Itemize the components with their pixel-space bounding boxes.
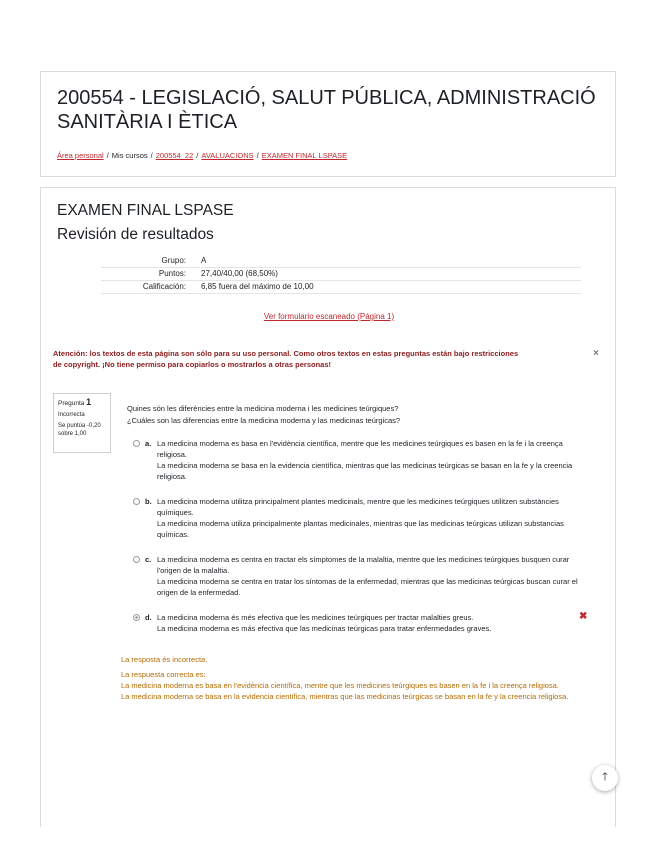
- copyright-alert: [53, 348, 603, 370]
- summary-label: Puntos:: [158, 269, 186, 278]
- feedback-correct-ca: La medicina moderna es basa en l'evidència científica, mentre que les medicines teúrgiques es basen en la fe i la creença religiosa.: [121, 681, 559, 690]
- incorrect-icon: ✖: [579, 611, 588, 622]
- summary-value: 27,40/40,00 (68,50%): [201, 269, 278, 278]
- summary-value: A: [201, 256, 207, 265]
- close-icon[interactable]: ×: [593, 348, 599, 359]
- answer-option-b: [127, 496, 602, 540]
- scanned-form-link[interactable]: Ver formulario escaneado (Página 1): [263, 312, 395, 321]
- answer-radio[interactable]: [133, 498, 140, 505]
- summary-value: 6,85 fuera del máximo de 10,00: [201, 282, 314, 291]
- answer-option-c: [127, 554, 602, 598]
- summary-label: Grupo:: [161, 256, 186, 265]
- answer-letter: c.: [145, 555, 152, 564]
- answer-list: [127, 438, 602, 634]
- answer-text-es: La medicina moderna se centra en tratar los síntomas de la enfermedad, mientras que las medicinas teúrgicas buscan curar el origen de la enfermedad.: [157, 577, 578, 597]
- question-number: 1: [86, 397, 92, 407]
- answer-letter: d.: [145, 613, 152, 622]
- summary-row-group: [101, 255, 581, 268]
- answer-text-ca: La medicina moderna es centra en tractar els símptomes de la malaltia, mentre que les medicines teúrgiques busquen curar l'origen de la malaltia.: [157, 555, 570, 575]
- breadcrumb-course[interactable]: 200554_22: [155, 151, 194, 160]
- question-text-ca: Quines són les diferències entre la medicina moderna i les medicines teúrgiques?: [127, 404, 399, 413]
- feedback-correct-es: La medicina moderna se basa en la evidencia científica, mientras que las medicinas teúrgicas se basan en la fe y la creencia religiosa.: [121, 692, 569, 701]
- question-info-box: [53, 393, 111, 453]
- quiz-title: EXAMEN FINAL LSPASE: [57, 202, 234, 219]
- feedback-correct-intro: La respuesta correcta es:: [121, 670, 206, 679]
- feedback-incorrect: La resposta és incorrecta.: [121, 655, 208, 664]
- question-text-es: ¿Cuáles son las diferencias entre la medicina moderna y las medicinas teúrgicas?: [127, 416, 401, 425]
- answer-text-ca: La medicina moderna es basa en l'evidència científica, mentre que les medicines teúrgiques es basen en la fe i la creença religiosa.: [157, 439, 563, 459]
- scan-link-row: [41, 312, 617, 321]
- breadcrumb-area-personal[interactable]: Área personal: [57, 151, 104, 160]
- answer-text-es: La medicina moderna es más efectiva que las medicinas teúrgicas para tratar enfermedades graves.: [157, 624, 492, 633]
- breadcrumb-avaluacions[interactable]: AVALUACIONS: [201, 151, 254, 160]
- answer-text-es: La medicina moderna se basa en la evidencia científica, mientras que las medicinas teúrgicas se basan en la fe y la creencia religiosa.: [157, 461, 573, 481]
- review-heading: Revisión de resultados: [57, 226, 214, 243]
- answer-option-d: [127, 612, 602, 634]
- breadcrumb: Área personal / Mis cursos / 200554_22 / AVALUACIONS / EXAMEN FINAL LSPASE: [57, 151, 348, 160]
- answer-letter: a.: [145, 439, 152, 448]
- course-header: [40, 71, 616, 177]
- review-summary-table: [101, 255, 581, 294]
- answer-radio-selected[interactable]: [133, 614, 140, 621]
- summary-row-points: [101, 268, 581, 281]
- alert-message: Atención: los textos de esta página son sólo para su uso personal. Como otros textos en estas preguntas están bajo restricciones de copyright. ¡No tiene permiso para copiarlos o mostrarlos a otras personas!: [53, 349, 519, 369]
- breadcrumb-exam[interactable]: EXAMEN FINAL LSPASE: [261, 151, 348, 160]
- question-state: Incorrecta: [58, 412, 85, 418]
- answer-radio[interactable]: [133, 440, 140, 447]
- back-to-top-button[interactable]: [592, 765, 618, 791]
- breadcrumb-mis-cursos: Mis cursos: [111, 151, 148, 160]
- answer-text-ca: La medicina moderna utilitza principalment plantes medicinals, mentre que les medicines teúrgiques utilitzen substàncies químiques.: [157, 497, 559, 517]
- answer-letter: b.: [145, 497, 152, 506]
- answer-option-a: [127, 438, 602, 482]
- quiz-review-card: [40, 187, 616, 827]
- page-title: 200554 - LEGISLACIÓ, SALUT PÚBLICA, ADMINISTRACIÓ SANITÀRIA I ÈTICA: [57, 87, 596, 133]
- arrow-up-icon: 🡑: [602, 771, 608, 783]
- answer-text-es: La medicina moderna utiliza principalmente plantas medicinales, mientras que las medicinas teúrgicas utilizan substancias químicas.: [157, 519, 564, 539]
- summary-row-grade: [101, 281, 581, 294]
- answer-feedback: [121, 654, 596, 702]
- summary-label: Calificación:: [142, 282, 186, 291]
- question-score: Se puntúa -0,20 sobre 1,00: [58, 423, 101, 437]
- answer-radio[interactable]: [133, 556, 140, 563]
- question-content: [121, 403, 602, 702]
- answer-text-ca: La medicina moderna és més efectiva que les medicines teúrgiques per tractar malalties greus.: [157, 613, 474, 622]
- question-label: Pregunta: [58, 400, 85, 407]
